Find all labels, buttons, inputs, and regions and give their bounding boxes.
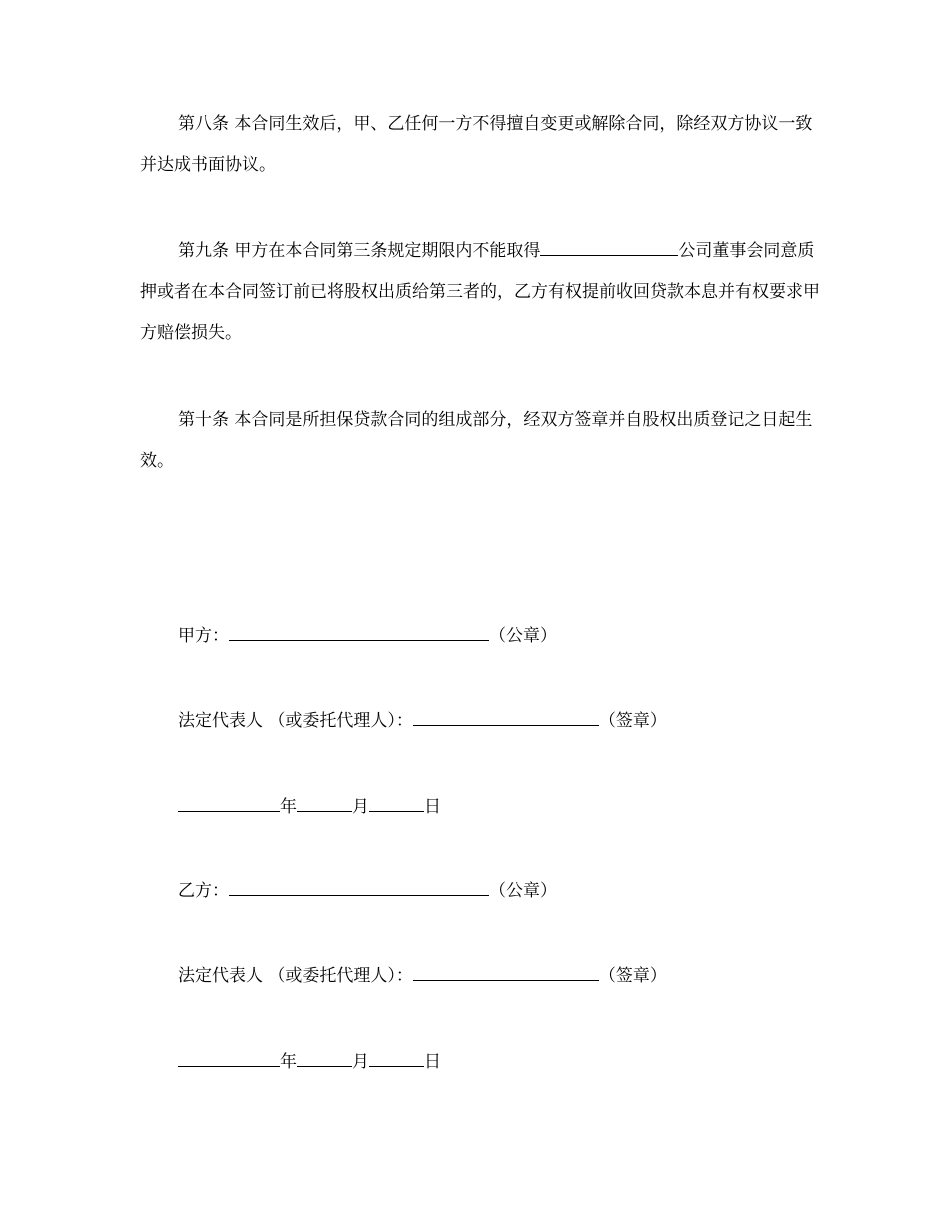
party-a-rep-seal-label: （签章）	[598, 711, 667, 731]
party-b-line	[178, 877, 557, 903]
article-9-text-before: 第九条 甲方在本合同第三条规定期限内不能取得	[178, 241, 541, 261]
party-b-rep-blank[interactable]	[413, 962, 599, 981]
party-b-day-blank[interactable]	[369, 1048, 424, 1067]
party-b-rep-line	[178, 962, 667, 988]
party-b-name-blank[interactable]	[229, 877, 489, 896]
party-a-rep-blank[interactable]	[413, 707, 599, 726]
article-10-text: 第十条 本合同是所担保贷款合同的组成部分，经双方签章并自股权出质登记之日起生效。	[140, 410, 813, 471]
article-8-paragraph	[140, 104, 820, 186]
party-b-date-line	[178, 1048, 441, 1074]
party-a-date-line	[178, 793, 441, 819]
article-9-paragraph	[140, 231, 820, 354]
party-a-day-blank[interactable]	[369, 793, 424, 812]
party-a-year-blank[interactable]	[178, 793, 280, 812]
party-a-rep-line	[178, 707, 667, 733]
party-a-day-label: 日	[424, 797, 441, 817]
party-b-year-blank[interactable]	[178, 1048, 280, 1067]
party-a-line	[178, 622, 557, 648]
party-a-name-blank[interactable]	[229, 622, 489, 641]
article-10-paragraph	[140, 400, 820, 482]
article-9-text-after: 公司董事会同意质押或者在本合同签订前已将股权出质给第三者的，乙方有权提前收回贷款本息并有权要求甲方赔偿损失。	[140, 241, 820, 343]
party-b-month-label: 月	[352, 1052, 369, 1072]
party-a-year-label: 年	[280, 797, 297, 817]
party-b-rep-seal-label: （签章）	[598, 966, 667, 986]
party-b-day-label: 日	[424, 1052, 441, 1072]
party-a-month-label: 月	[352, 797, 369, 817]
party-b-year-label: 年	[280, 1052, 297, 1072]
party-b-rep-label: 法定代表人 （或委托代理人）：	[178, 966, 413, 986]
party-b-seal-label: （公章）	[489, 881, 557, 901]
party-b-month-blank[interactable]	[297, 1048, 352, 1067]
party-a-rep-label: 法定代表人 （或委托代理人）：	[178, 711, 413, 731]
article-8-text: 第八条 本合同生效后，甲、乙任何一方不得擅自变更或解除合同，除经双方协议一致并达成书面协议。	[140, 114, 813, 175]
party-b-label: 乙方：	[178, 881, 229, 901]
party-a-seal-label: （公章）	[489, 626, 557, 646]
company-name-blank[interactable]	[540, 237, 678, 256]
party-a-label: 甲方：	[178, 626, 229, 646]
party-a-month-blank[interactable]	[297, 793, 352, 812]
